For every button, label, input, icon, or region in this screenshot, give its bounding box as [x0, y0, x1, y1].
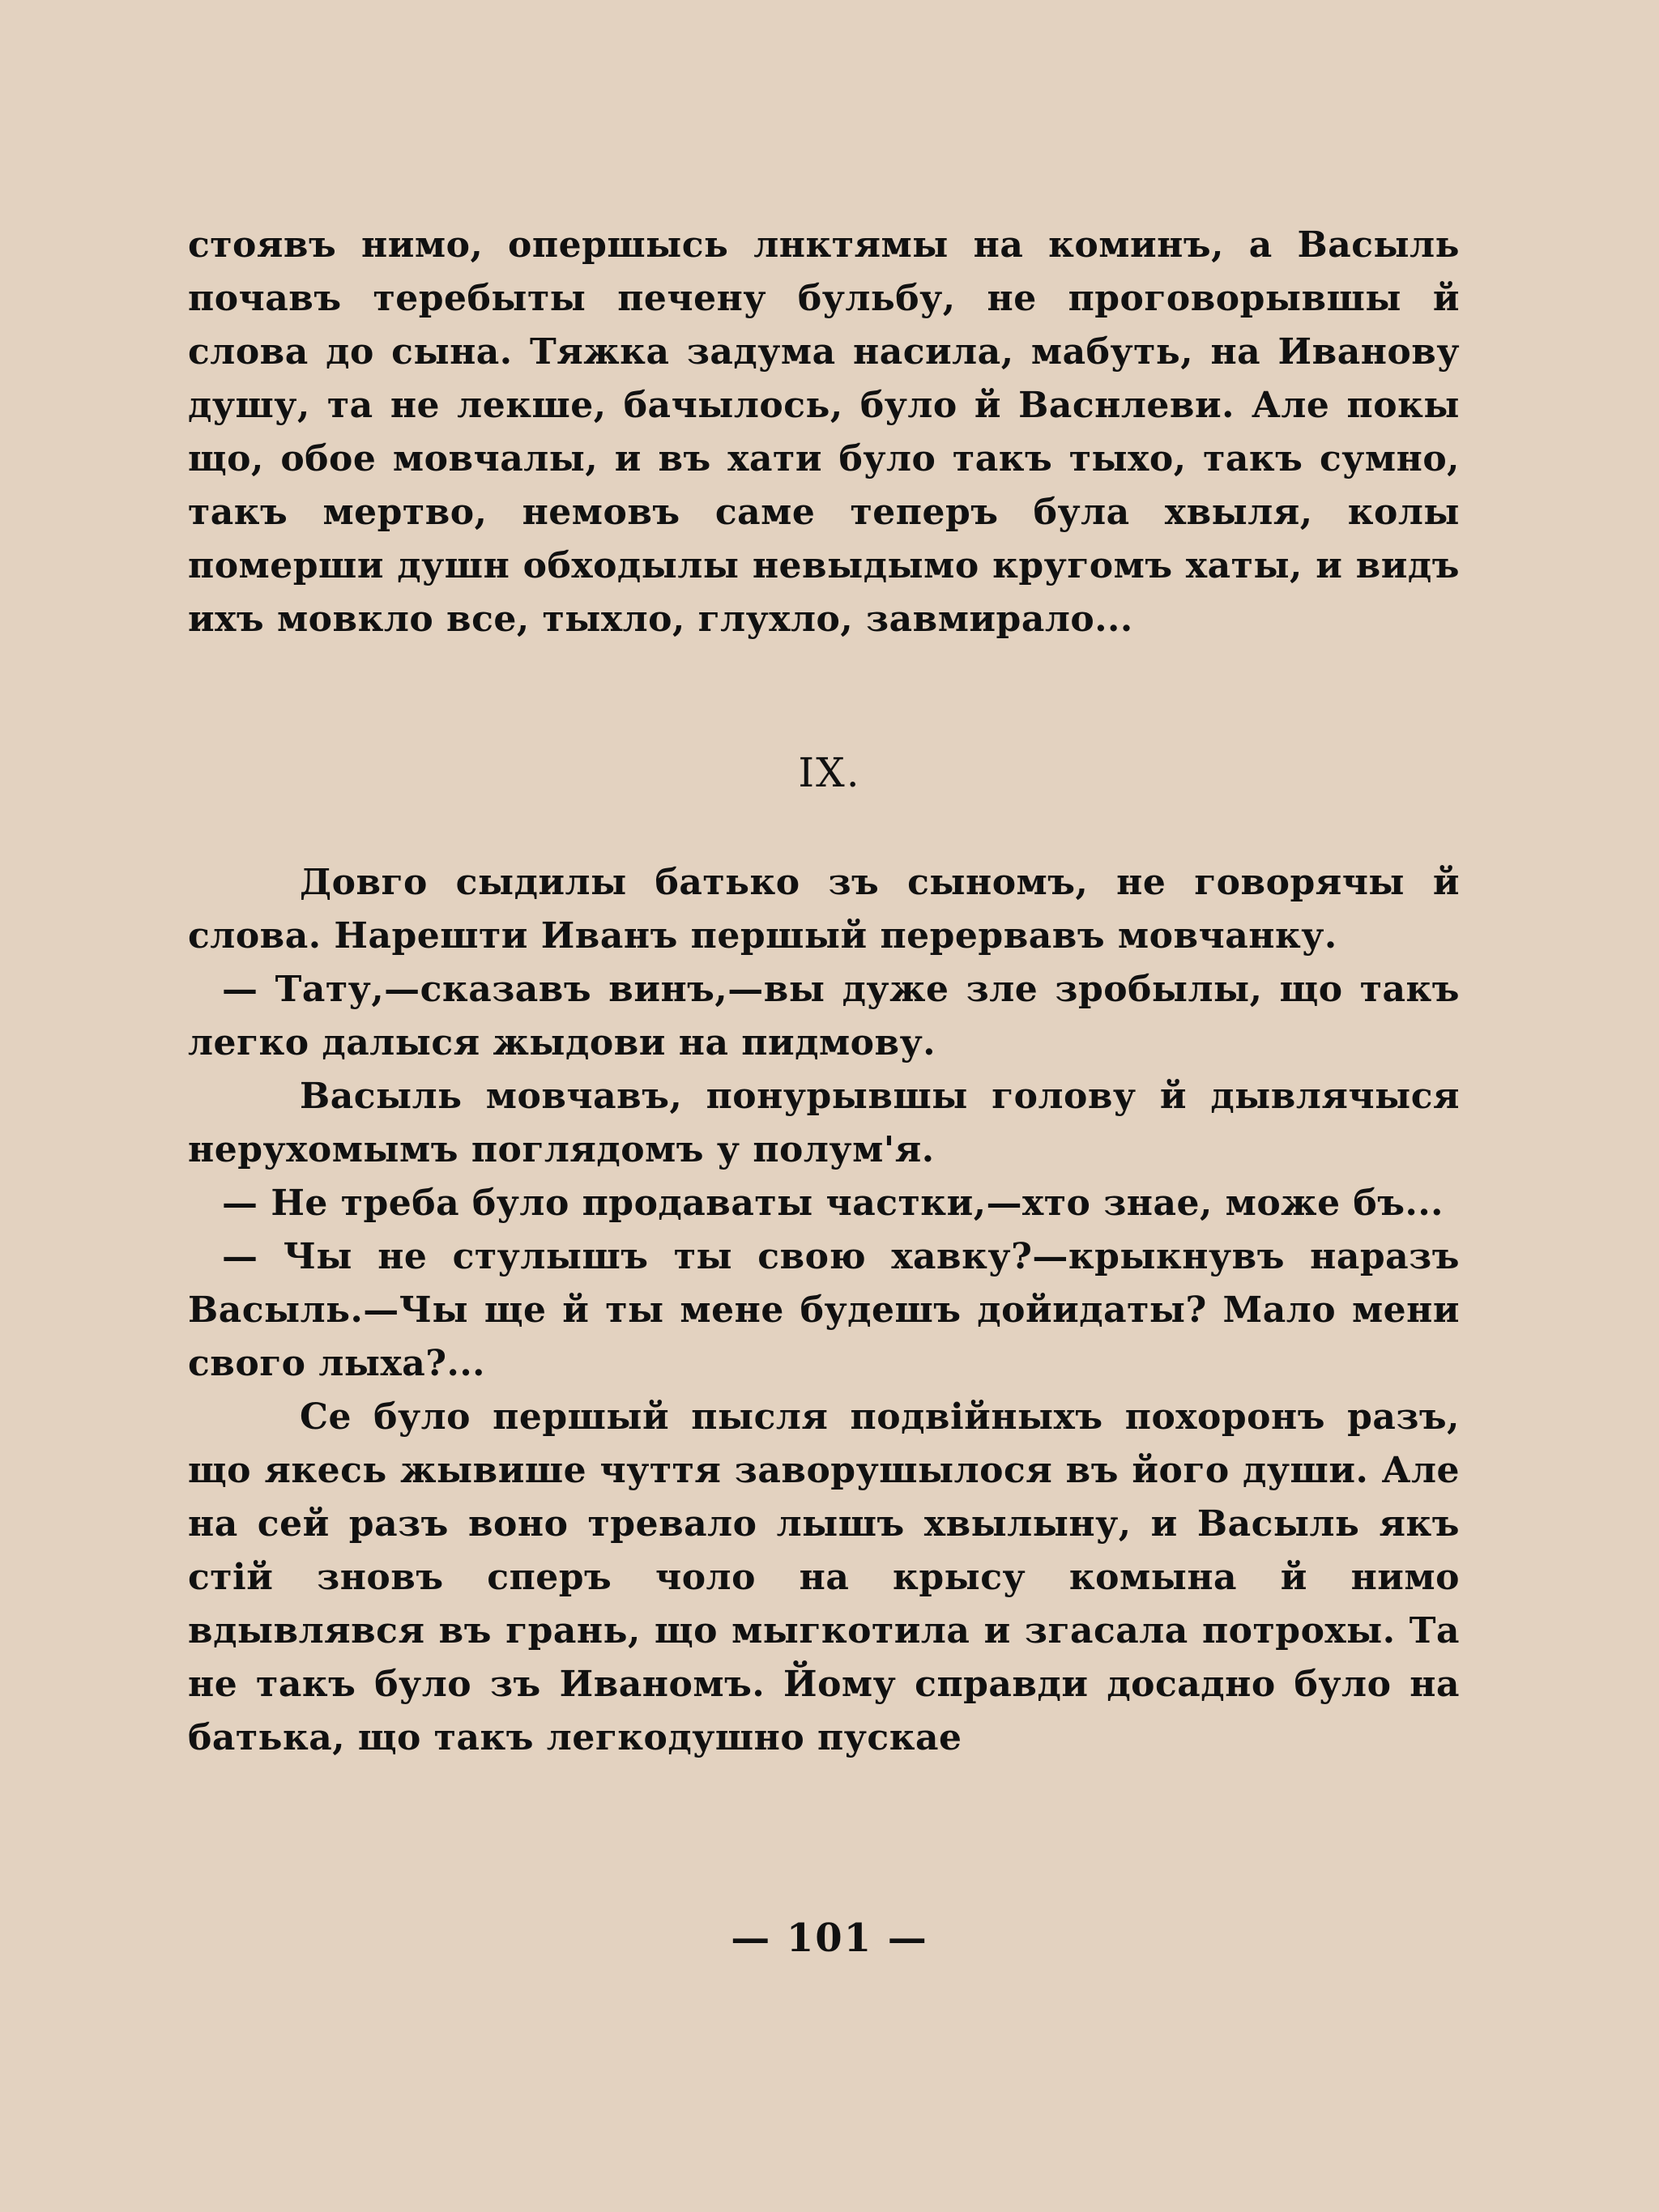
dialog-line: — Тату,—сказавъ винъ,—вы дуже зле зробылы, що такъ легко далыся жыдови на пидмову.	[188, 969, 1460, 1063]
paragraph-continuation: стоявъ нимо, опершысь лнктямы на коминъ, а Васыль почавъ теребыты печену бульбу, не проговорывшы й слова до сына. Тяжка задума насила, мабуть, на Иванову душу, та не лекше, бачылось, було й Васнлеви. Але покы що, обое мовчалы, и въ хати було такъ тыхо, такъ сумно, такъ мертво, немовъ саме теперъ була хвыля, колы померши душн обходылы невыдымо кругомъ хаты, и видъ ихъ мовкло все, тыхло, глухло, завмирало...	[188, 224, 1460, 640]
top-text-block	[188, 219, 1460, 646]
dialog-line: — Чы не стулышъ ты свою хавку?—крыкнувъ наразъ Васыль.—Чы ще й ты мене будешъ дойидаты? Мало мени свого лыха?...	[188, 1236, 1460, 1384]
chapter-heading: IX.	[798, 749, 861, 796]
page-number: — 101 —	[731, 1916, 928, 1961]
dialog-line: — Не треба було продаваты частки,—хто знае, може бъ...	[222, 1183, 1444, 1224]
paragraph: Се було першый пысля подвійныхъ похоронъ разъ, що якесь жывише чуття заворушылося въ його души. Але на сей разъ воно тревало лышъ хвылыну, и Васыль якъ стій зновъ сперъ чоло на крысу комына й нимо вдывлявся въ грань, що мыгкотила и згасала потрохы. Та не такъ було зъ Иваномъ. Йому справди досадно було на батька, що такъ легкодушно пускае	[188, 1396, 1460, 1758]
paragraph: Васыль мовчавъ, понурывшы голову й дывлячыся нерухомымъ поглядомъ у полум'я.	[188, 1076, 1460, 1170]
chapter-body	[188, 856, 1460, 1765]
paragraph: Довго сыдилы батько зъ сыномъ, не говорячы й слова. Нарешти Иванъ першый перервавъ мовчанку.	[188, 862, 1460, 957]
